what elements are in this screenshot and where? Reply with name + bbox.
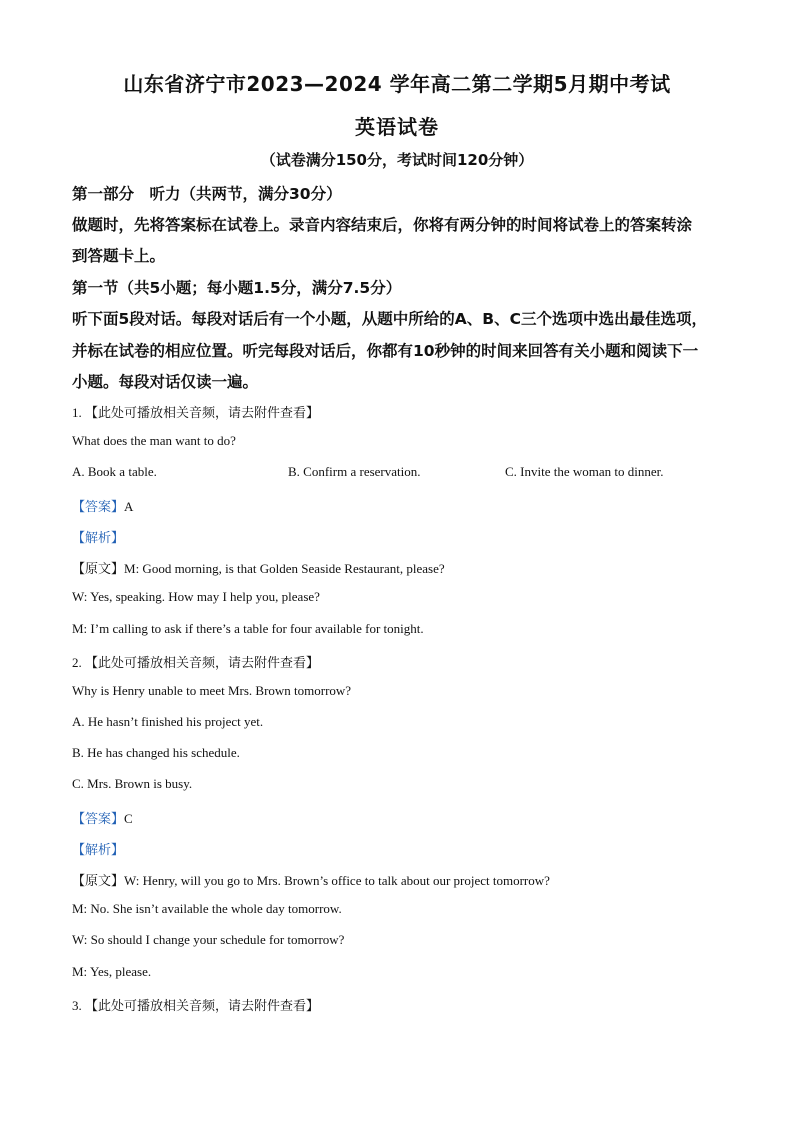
- audio-note-link[interactable]: 【此处可播放相关音频，请去附件查看】: [85, 406, 320, 421]
- section1-instruction-line2: 并标在试卷的相应位置。听完每段对话后，你都有10秒钟的时间来回答有关小题和阅读下一: [72, 342, 699, 360]
- question-2-option-c: C. Mrs. Brown is busy.: [72, 776, 193, 791]
- page-subtitle: 英语试卷: [355, 115, 439, 139]
- answer-value: A: [124, 499, 134, 514]
- answer-tag: 【答案】: [72, 500, 125, 515]
- score-note: （试卷满分150分，考试时间120分钟）: [260, 151, 534, 169]
- section1-instruction-line1: 听下面5段对话。每段对话后有一个小题，从题中所给的A、B、C三个选项中选出最佳选项，: [72, 310, 707, 328]
- script-text: W: Henry, will you go to Mrs. Brown’s office to talk about our project tomorrow?: [124, 873, 550, 888]
- question-1-option-c: C. Invite the woman to dinner.: [505, 464, 664, 479]
- section1-instruction-line3: 小题。每段对话仅读一遍。: [72, 373, 259, 391]
- question-1-answer: [72, 496, 732, 515]
- question-2-script-line1: [72, 870, 732, 889]
- question-number: 1.: [72, 405, 82, 420]
- question-1-script-line2: W: Yes, speaking. How may I help you, please?: [72, 589, 320, 604]
- page-title: 山东省济宁市2023—2024 学年高二第二学期5月期中考试: [123, 72, 671, 96]
- question-2-script-line2: M: No. She isn’t available the whole day tomorrow.: [72, 901, 342, 916]
- script-tag: 【原文】: [72, 874, 125, 889]
- question-2-option-b: B. He has changed his schedule.: [72, 745, 240, 760]
- question-number: 2.: [72, 655, 82, 670]
- section1-heading: 第一节（共5小题；每小题1.5分，满分7.5分）: [72, 279, 402, 297]
- question-1-text: What does the man want to do?: [72, 433, 236, 448]
- analysis-tag: 【解析】: [72, 531, 125, 546]
- question-2-answer: [72, 808, 732, 827]
- question-1-analysis: [72, 527, 732, 546]
- question-3-header: [72, 995, 732, 1014]
- question-1-option-b: B. Confirm a reservation.: [288, 464, 421, 479]
- question-2-script-line3: W: So should I change your schedule for tomorrow?: [72, 932, 345, 947]
- question-2-text: Why is Henry unable to meet Mrs. Brown tomorrow?: [72, 683, 352, 698]
- script-tag: 【原文】: [72, 562, 125, 577]
- script-text: M: Good morning, is that Golden Seaside Restaurant, please?: [124, 561, 445, 576]
- question-2-script-line4: M: Yes, please.: [72, 964, 152, 979]
- question-1-script-line1: [72, 558, 732, 577]
- part1-instruction-line2: 到答题卡上。: [72, 247, 166, 265]
- audio-note-link[interactable]: 【此处可播放相关音频，请去附件查看】: [85, 999, 320, 1014]
- question-2-header: [72, 652, 732, 671]
- answer-tag: 【答案】: [72, 812, 125, 827]
- question-1-script-line3: M: I’m calling to ask if there’s a table for four available for tonight.: [72, 621, 424, 636]
- question-number: 3.: [72, 998, 82, 1013]
- question-1-option-a: A. Book a table.: [72, 464, 157, 479]
- question-2-analysis: [72, 839, 732, 858]
- part1-instruction-line1: 做题时，先将答案标在试卷上。录音内容结束后，你将有两分钟的时间将试卷上的答案转涂: [72, 216, 693, 234]
- question-2-option-a: A. He hasn’t finished his project yet.: [72, 714, 264, 729]
- answer-value: C: [124, 811, 133, 826]
- audio-note-link[interactable]: 【此处可播放相关音频，请去附件查看】: [85, 656, 320, 671]
- analysis-tag: 【解析】: [72, 843, 125, 858]
- question-1-header: [72, 402, 732, 421]
- part1-heading: 第一部分 听力（共两节，满分30分）: [72, 185, 342, 203]
